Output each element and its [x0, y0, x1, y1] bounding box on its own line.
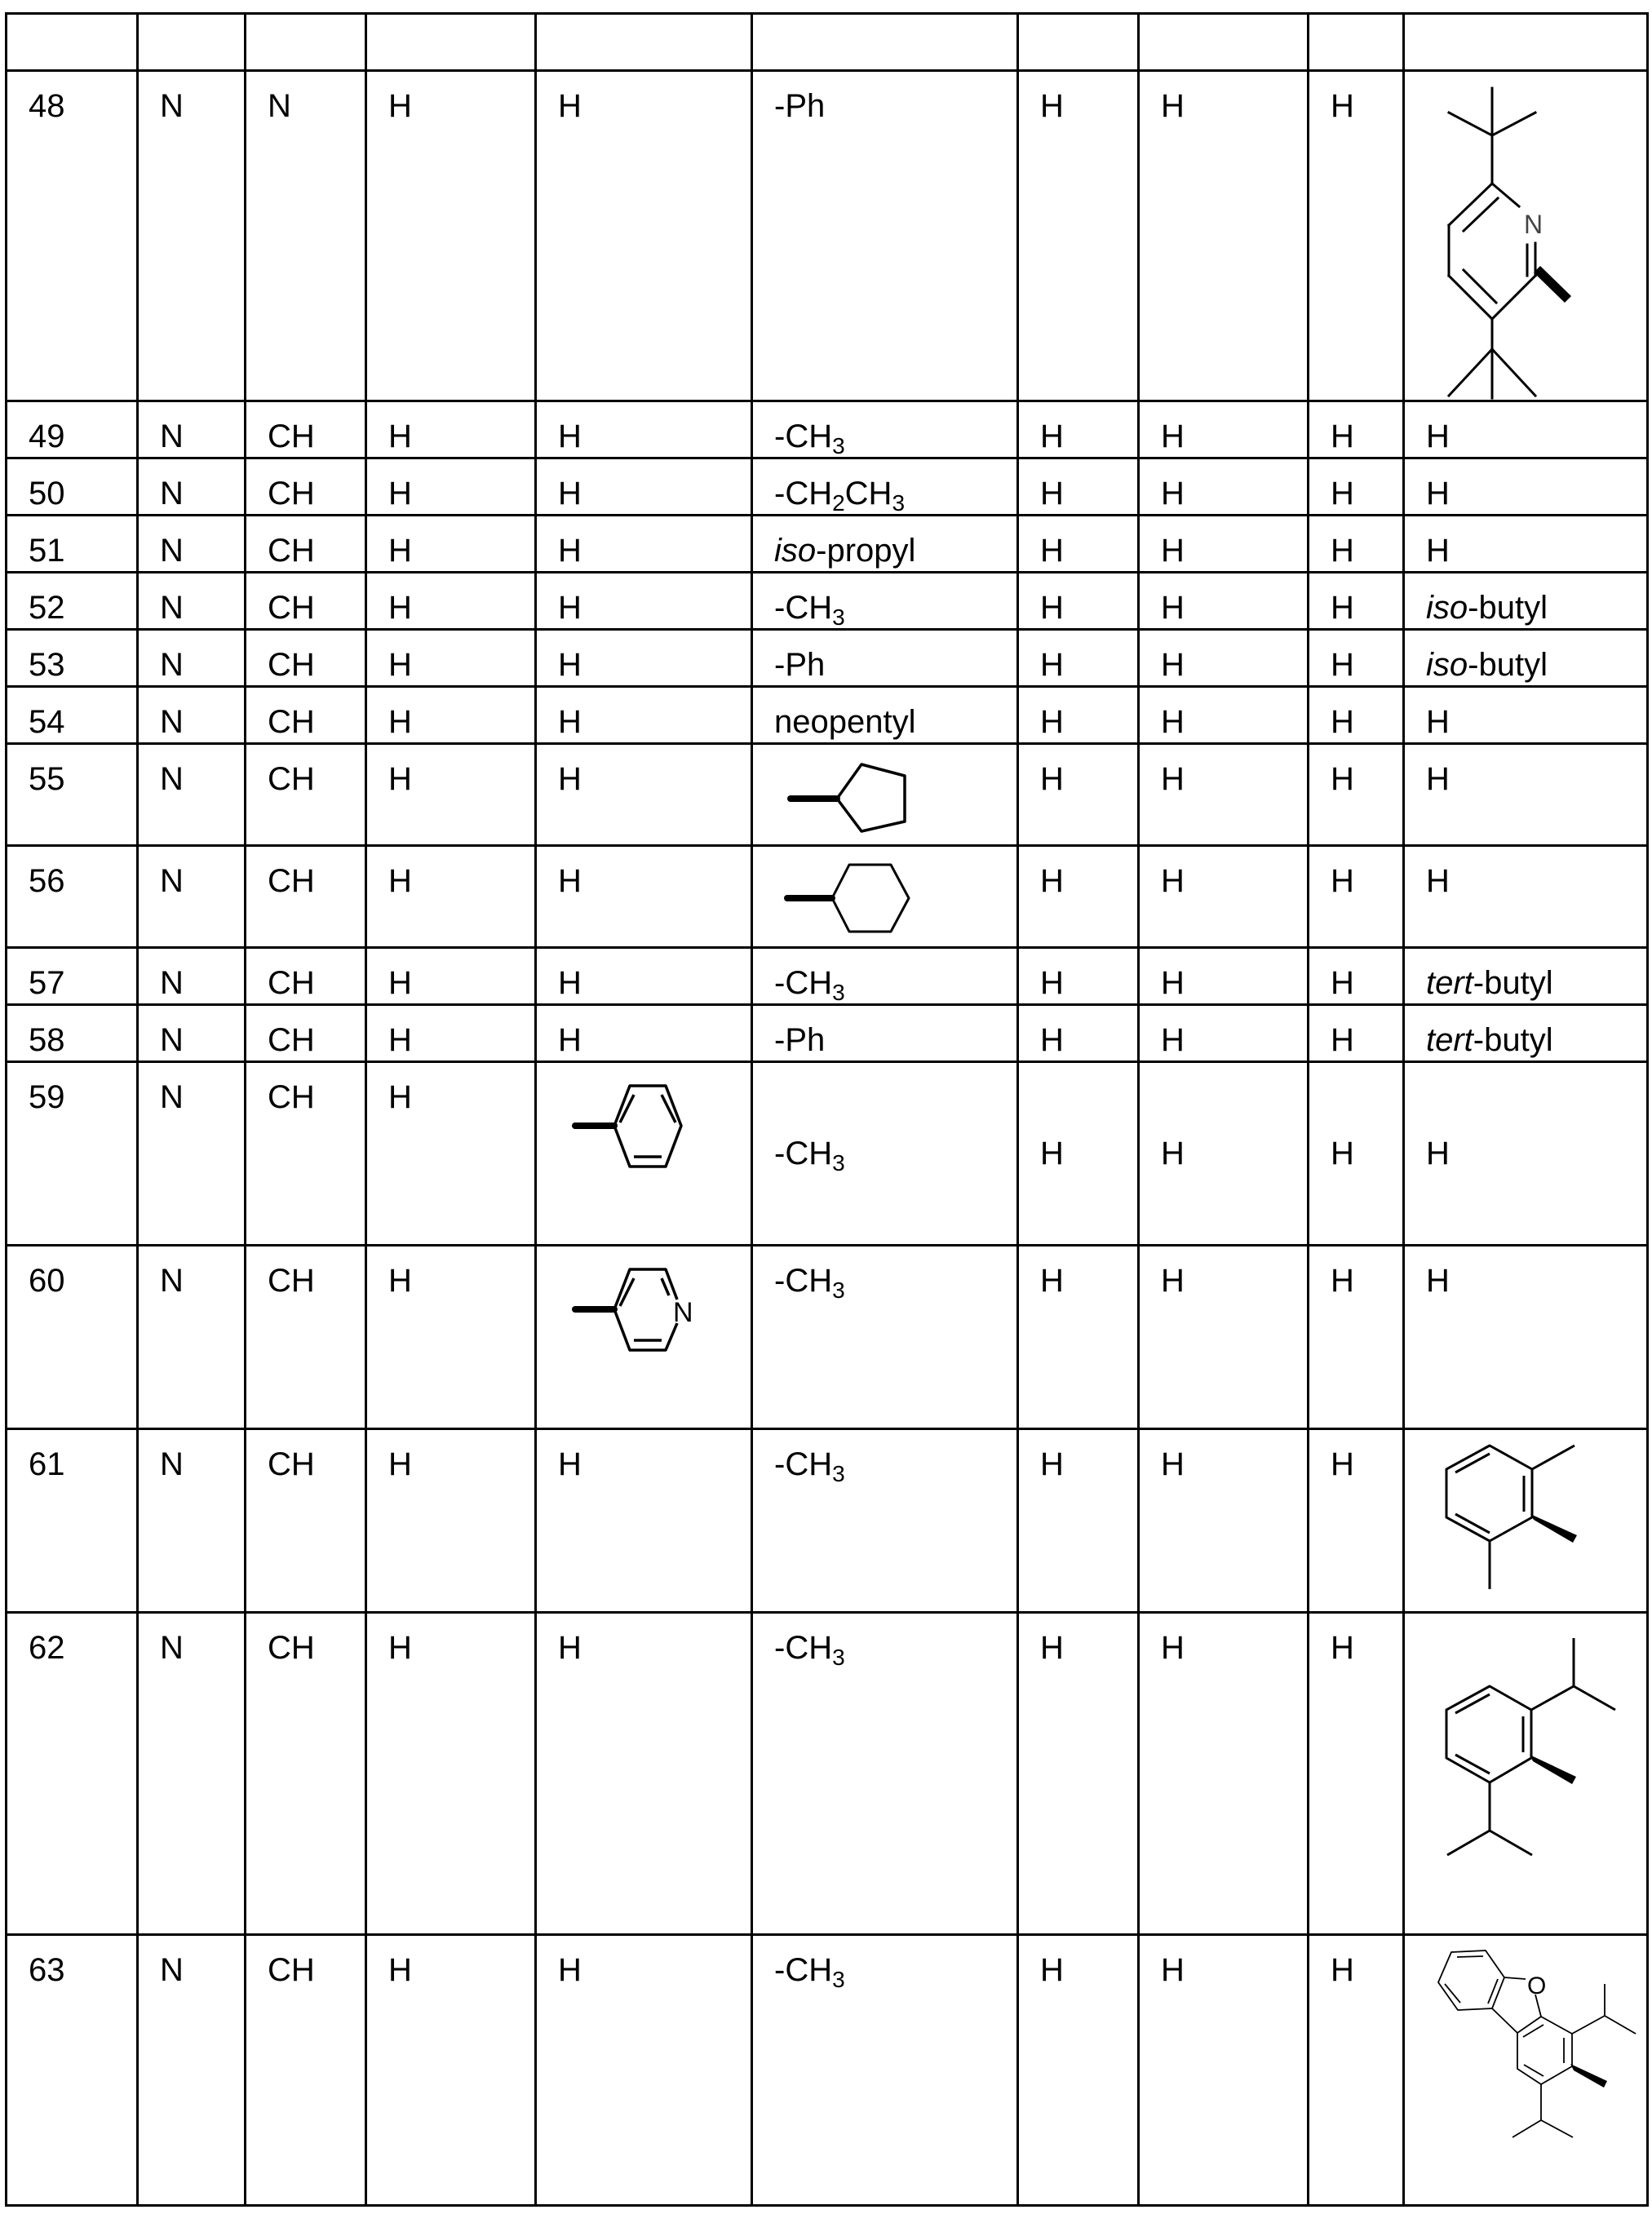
structure-cell — [536, 1246, 752, 1429]
cell: H — [1139, 573, 1309, 630]
cell: -Ph — [752, 71, 1018, 401]
structure-cell — [752, 744, 1018, 846]
cell: H — [1309, 948, 1404, 1005]
cell: H — [1018, 573, 1139, 630]
cell: N — [138, 948, 246, 1005]
cell: $-CH_2CH_3$ — [752, 458, 1018, 516]
header-cell — [536, 14, 752, 71]
cell: $-CH_3$ — [752, 1062, 1018, 1246]
cell: H — [1309, 1005, 1404, 1062]
table-row — [7, 71, 1648, 401]
compound-id: 55 — [7, 744, 138, 846]
compound-id: 61 — [7, 1429, 138, 1613]
substituent-table — [5, 12, 1649, 2207]
compound-id: 53 — [7, 630, 138, 687]
cell: H — [366, 1005, 536, 1062]
compound-id: 59 — [7, 1062, 138, 1246]
compound-id: 50 — [7, 458, 138, 516]
table-row — [7, 1062, 1648, 1246]
cell: N — [138, 744, 246, 846]
cell: H — [366, 516, 536, 573]
cell: H — [1139, 1005, 1309, 1062]
table-row — [7, 401, 1648, 458]
cell: H — [1018, 1246, 1139, 1429]
header-cell — [1309, 14, 1404, 71]
cell: $-CH_3$ — [752, 1935, 1018, 2206]
cell: N — [138, 1005, 246, 1062]
structure-cell — [752, 846, 1018, 948]
cell: CH — [246, 573, 366, 630]
cell: H — [366, 573, 536, 630]
cell: H — [1139, 1613, 1309, 1935]
cell: H — [1018, 630, 1139, 687]
table-row — [7, 948, 1648, 1005]
cell: H — [1139, 458, 1309, 516]
cell: N — [138, 516, 246, 573]
compound-id: 54 — [7, 687, 138, 744]
cell: H — [1309, 1613, 1404, 1935]
cell: H — [1404, 401, 1648, 458]
cell: N — [138, 71, 246, 401]
cell: $-CH_3$ — [752, 948, 1018, 1005]
cell: H — [1309, 846, 1404, 948]
header-cell — [7, 14, 138, 71]
svg-text:N: N — [673, 1297, 693, 1328]
cell: H — [1309, 401, 1404, 458]
dibenzofuranyl-structure-icon — [1405, 1936, 1649, 2207]
cell: H — [1309, 516, 1404, 573]
cell: H — [1309, 1429, 1404, 1613]
cell: N — [138, 1429, 246, 1613]
phenyl-structure-icon — [537, 1063, 753, 1246]
structure-cell — [536, 1062, 752, 1246]
cell: H — [1309, 458, 1404, 516]
cell: CH — [246, 846, 366, 948]
compound-id: 62 — [7, 1613, 138, 1935]
cell: CH — [246, 630, 366, 687]
svg-text:O: O — [1527, 1973, 1547, 1999]
table-row — [7, 630, 1648, 687]
cell: H — [536, 516, 752, 573]
diisopropylphenyl-structure-icon — [1405, 1614, 1649, 1936]
table-row — [7, 744, 1648, 846]
cell: H — [1404, 1246, 1648, 1429]
cell: -Ph — [752, 630, 1018, 687]
cell: N — [138, 846, 246, 948]
cell: N — [138, 458, 246, 516]
cell: H — [1309, 1062, 1404, 1246]
cell: H — [1018, 1062, 1139, 1246]
header-cell — [246, 14, 366, 71]
cell: H — [1018, 1005, 1139, 1062]
cell: H — [1139, 516, 1309, 573]
cell: H — [1018, 687, 1139, 744]
cell: N — [138, 573, 246, 630]
cell: H — [366, 1935, 536, 2206]
header-cell — [752, 14, 1018, 71]
cell: H — [366, 1429, 536, 1613]
cell: N — [138, 401, 246, 458]
cell: $-CH_3$ — [752, 401, 1018, 458]
cell: H — [536, 458, 752, 516]
cell: CH — [246, 1062, 366, 1246]
compound-id: 63 — [7, 1935, 138, 2206]
cell: $-CH_3$ — [752, 573, 1018, 630]
structure-cell — [1404, 1429, 1648, 1613]
cell: H — [536, 1005, 752, 1062]
cell: H — [1139, 1429, 1309, 1613]
cell: N — [138, 1935, 246, 2206]
cell: CH — [246, 744, 366, 846]
cell: CH — [246, 1246, 366, 1429]
cell: H — [536, 1429, 752, 1613]
cell: H — [1139, 630, 1309, 687]
cyclohexyl-structure-icon — [753, 847, 1019, 949]
cell: H — [366, 1613, 536, 1935]
compound-id: 51 — [7, 516, 138, 573]
cell: CH — [246, 516, 366, 573]
cell: H — [366, 687, 536, 744]
cell: H — [1139, 1935, 1309, 2206]
cell: $-CH_3$ — [752, 1613, 1018, 1935]
cell: H — [1018, 1935, 1139, 2206]
compound-id: 49 — [7, 401, 138, 458]
svg-text:N: N — [1524, 210, 1543, 239]
cell: tert-butyl — [1404, 948, 1648, 1005]
cell: H — [1018, 1429, 1139, 1613]
cell: CH — [246, 401, 366, 458]
cell: H — [536, 401, 752, 458]
compound-id: 52 — [7, 573, 138, 630]
header-cell — [138, 14, 246, 71]
cell: H — [536, 630, 752, 687]
compound-id: 58 — [7, 1005, 138, 1062]
cell: H — [366, 846, 536, 948]
cell: N — [138, 1062, 246, 1246]
cell: N — [138, 687, 246, 744]
cell: tert-butyl — [1404, 1005, 1648, 1062]
cell: H — [1139, 687, 1309, 744]
compound-id: 48 — [7, 71, 138, 401]
cell: H — [1404, 744, 1648, 846]
cell: $-CH_3$ — [752, 1429, 1018, 1613]
cell: CH — [246, 948, 366, 1005]
cell: H — [1018, 516, 1139, 573]
cell: H — [1018, 846, 1139, 948]
dimethylphenyl-structure-icon — [1405, 1430, 1649, 1614]
cell: H — [1309, 687, 1404, 744]
structure-cell — [1404, 1935, 1648, 2206]
cell: H — [1404, 687, 1648, 744]
header-cell — [1404, 14, 1648, 71]
table-row — [7, 1935, 1648, 2206]
cyclopentyl-structure-icon — [753, 745, 1019, 847]
cell: H — [1139, 71, 1309, 401]
cell: H — [1404, 846, 1648, 948]
cell: iso-butyl — [1404, 573, 1648, 630]
cell: H — [366, 71, 536, 401]
cell: H — [366, 630, 536, 687]
cell: CH — [246, 1613, 366, 1935]
table-row — [7, 1429, 1648, 1613]
header-cell — [366, 14, 536, 71]
di-tert-butylpyridinyl-structure-icon — [1405, 72, 1649, 402]
cell: H — [1404, 516, 1648, 573]
cell: H — [536, 71, 752, 401]
cell: H — [366, 1246, 536, 1429]
table-row — [7, 516, 1648, 573]
header-row — [7, 14, 1648, 71]
cell: H — [366, 744, 536, 846]
cell: neopentyl — [752, 687, 1018, 744]
cell: H — [1139, 1246, 1309, 1429]
cell: H — [536, 687, 752, 744]
cell: H — [1139, 948, 1309, 1005]
cell: CH — [246, 1429, 366, 1613]
cell: H — [1404, 1062, 1648, 1246]
cell: -Ph — [752, 1005, 1018, 1062]
table-row — [7, 1005, 1648, 1062]
cell: H — [1139, 1062, 1309, 1246]
cell: $-CH_3$ — [752, 1246, 1018, 1429]
cell: H — [1404, 458, 1648, 516]
cell: H — [1018, 458, 1139, 516]
cell: H — [366, 401, 536, 458]
cell: iso-propyl — [752, 516, 1018, 573]
cell: H — [1309, 1246, 1404, 1429]
cell: N — [138, 1246, 246, 1429]
compound-id: 56 — [7, 846, 138, 948]
cell: H — [536, 1613, 752, 1935]
cell: H — [1018, 948, 1139, 1005]
pyridinyl-structure-icon — [537, 1246, 753, 1430]
cell: CH — [246, 687, 366, 744]
cell: H — [1309, 1935, 1404, 2206]
table-row — [7, 846, 1648, 948]
cell: H — [536, 948, 752, 1005]
cell: H — [1309, 744, 1404, 846]
cell: H — [536, 573, 752, 630]
cell: N — [246, 71, 366, 401]
header-cell — [1139, 14, 1309, 71]
cell: H — [1309, 573, 1404, 630]
cell: iso-butyl — [1404, 630, 1648, 687]
cell: H — [366, 458, 536, 516]
cell: H — [1139, 846, 1309, 948]
table-row — [7, 458, 1648, 516]
cell: H — [366, 948, 536, 1005]
cell: H — [1309, 630, 1404, 687]
table-row — [7, 573, 1648, 630]
compound-id: 57 — [7, 948, 138, 1005]
structure-cell — [1404, 71, 1648, 401]
cell: H — [536, 1935, 752, 2206]
cell: H — [1309, 71, 1404, 401]
cell: H — [1018, 71, 1139, 401]
table-row — [7, 1246, 1648, 1429]
cell: CH — [246, 458, 366, 516]
structure-cell — [1404, 1613, 1648, 1935]
table-row — [7, 687, 1648, 744]
cell: H — [536, 846, 752, 948]
table-row — [7, 1613, 1648, 1935]
cell: H — [536, 744, 752, 846]
cell: CH — [246, 1005, 366, 1062]
cell: H — [366, 1062, 536, 1246]
cell: N — [138, 630, 246, 687]
cell: N — [138, 1613, 246, 1935]
cell: H — [1018, 744, 1139, 846]
cell: H — [1139, 744, 1309, 846]
cell: CH — [246, 1935, 366, 2206]
cell: H — [1018, 401, 1139, 458]
compound-id: 60 — [7, 1246, 138, 1429]
cell: H — [1139, 401, 1309, 458]
header-cell — [1018, 14, 1139, 71]
cell: H — [1018, 1613, 1139, 1935]
